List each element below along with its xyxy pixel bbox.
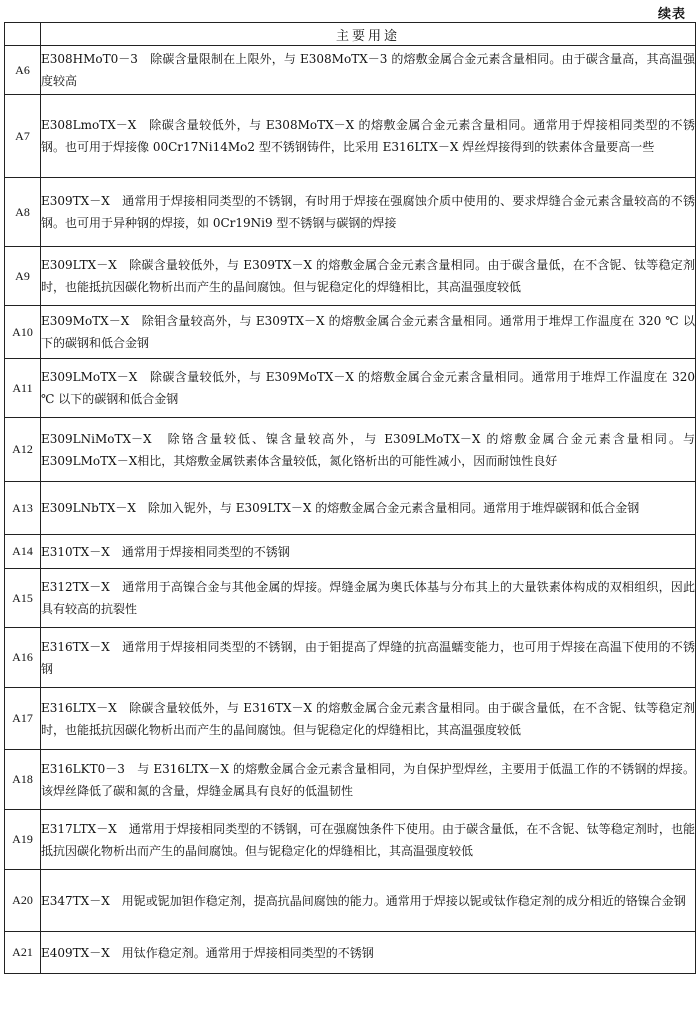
row-description: E347TX－X 用铌或铌加钽作稳定剂，提高抗晶间腐蚀的能力。通常用于焊接以铌或钛作稳定剂的成分相近的铬镍合金钢 [41,870,696,932]
row-code: A6 [5,46,41,95]
table-row [5,750,696,810]
row-code: A9 [5,247,41,306]
row-code: A18 [5,750,41,810]
row-code: A10 [5,306,41,359]
row-code: A19 [5,810,41,870]
row-code: A17 [5,688,41,750]
table-row [5,628,696,688]
row-description: E409TX－X 用钛作稳定剂。通常用于焊接相同类型的不锈钢 [41,932,696,974]
row-description: E316TX－X 通常用于焊接相同类型的不锈钢，由于钼提高了焊缝的抗高温蠕变能力，也可用于焊接在高温下使用的不锈钢 [41,628,696,688]
row-code: A7 [5,95,41,178]
row-description: E309LNbTX－X 除加入铌外，与 E309LTX－X 的熔敷金属合金元素含量相同。通常用于堆焊碳钢和低合金钢 [41,482,696,535]
row-code: A12 [5,418,41,482]
usage-table [4,22,696,974]
table-row [5,688,696,750]
table-row [5,46,696,95]
row-description: E316LTX－X 除碳含量较低外，与 E316TX－X 的熔敷金属合金元素含量相同。由于碳含量低，在不含铌、钛等稳定剂时，也能抵抗因碳化物析出而产生的晶间腐蚀。但与铌稳定化的焊缝相比，其高温强度较低 [41,688,696,750]
continued-label: 续表 [657,7,686,22]
table-row [5,569,696,628]
table-row [5,932,696,974]
table-row [5,418,696,482]
row-code: A20 [5,870,41,932]
row-description: E312TX－X 通常用于高镍合金与其他金属的焊接。焊缝金属为奥氏体基与分布其上的大量铁素体构成的双相组织，因此具有较高的抗裂性 [41,569,696,628]
row-description: E310TX－X 通常用于焊接相同类型的不锈钢 [41,535,696,569]
row-code: A8 [5,178,41,247]
table-row [5,178,696,247]
row-description: E309LMoTX－X 除碳含量较低外，与 E309MoTX－X 的熔敷金属合金元素含量相同。通常用于堆焊工作温度在 320 ℃ 以下的碳钢和低合金钢 [41,359,696,418]
row-code: A15 [5,569,41,628]
code-header-cell [5,23,41,46]
table-row [5,95,696,178]
table-row [5,535,696,569]
row-description: E309MoTX－X 除钼含量较高外，与 E309TX－X 的熔敷金属合金元素含量相同。通常用于堆焊工作温度在 320 ℃ 以下的碳钢和低合金钢 [41,306,696,359]
table-row [5,482,696,535]
table-row [5,870,696,932]
main-use-header: 主要用途 [41,23,696,46]
row-code: A16 [5,628,41,688]
row-description: E309TX－X 通常用于焊接相同类型的不锈钢，有时用于焊接在强腐蚀介质中使用的、要求焊缝合金元素含量较高的不锈钢。也可用于异种钢的焊接，如 0Cr19Ni9 型不锈钢与碳钢的焊接 [41,178,696,247]
row-description: E309LTX－X 除碳含量较低外，与 E309TX－X 的熔敷金属合金元素含量相同。由于碳含量低，在不含铌、钛等稳定剂时，也能抵抗因碳化物析出而产生的晶间腐蚀。但与铌稳定化的焊缝相比，其高温强度较低 [41,247,696,306]
table-row [5,359,696,418]
row-description: E308LmoTX－X 除碳含量较低外，与 E308MoTX－X 的熔敷金属合金元素含量相同。通常用于焊接相同类型的不锈钢。也可用于焊接像 00Cr17Ni14Mo2 型不锈钢铸件，比采用 E316LTX－X 焊丝焊接得到的铁素体含量要高一些 [41,95,696,178]
table-row [5,306,696,359]
row-code: A13 [5,482,41,535]
row-description: E309LNiMoTX－X 除铬含量较低、镍含量较高外，与 E309LMoTX－X 的熔敷金属合金元素含量相同。与 E309LMoTX－X相比，其熔敷金属铁素体含量较低，氮化铬析出的可能性减小，因而耐蚀性良好 [41,418,696,482]
table-row [5,247,696,306]
row-code: A11 [5,359,41,418]
row-description: E316LKT0－3 与 E316LTX－X 的熔敷金属合金元素含量相同，为自保护型焊丝，主要用于低温工作的不锈钢的焊接。该焊丝降低了碳和氮的含量，焊缝金属具有良好的低温韧性 [41,750,696,810]
row-description: E308HMoT0－3 除碳含量限制在上限外，与 E308MoTX－3 的熔敷金属合金元素含量相同。由于碳含量高，其高温强度较高 [41,46,696,95]
table-header-row [5,23,696,46]
row-code: A14 [5,535,41,569]
row-description: E317LTX－X 通常用于焊接相同类型的不锈钢，可在强腐蚀条件下使用。由于碳含量低，在不含铌、钛等稳定剂时，也能抵抗因碳化物析出而产生的晶间腐蚀。但与铌稳定化的焊缝相比，其高温强度较低 [41,810,696,870]
table-row [5,810,696,870]
row-code: A21 [5,932,41,974]
